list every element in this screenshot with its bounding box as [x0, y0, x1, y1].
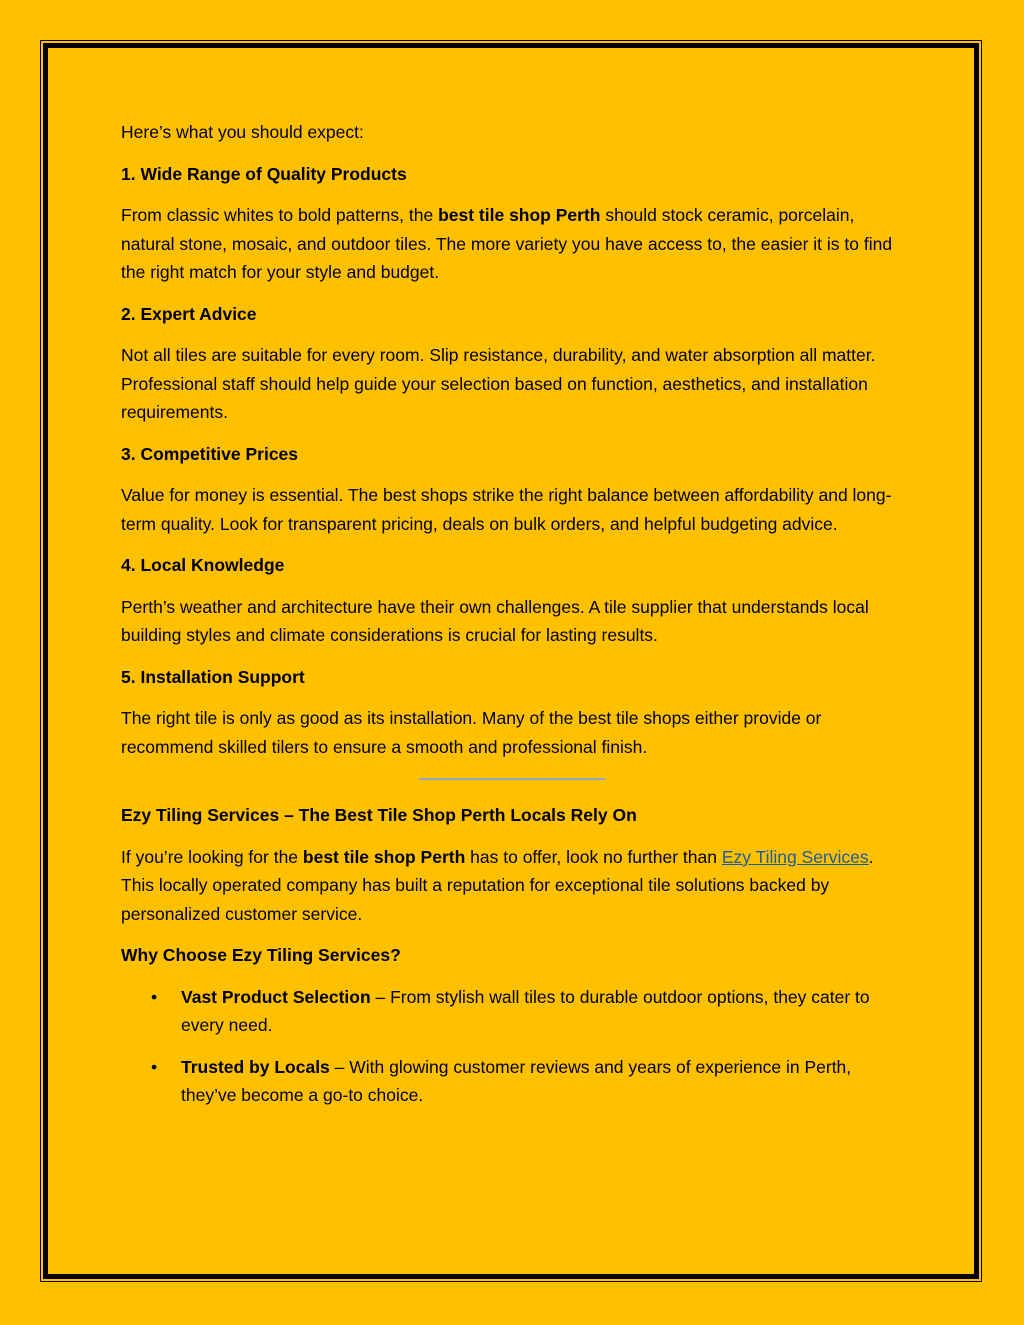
intro-text: Here’s what you should expect: [121, 122, 364, 142]
reasons-list [121, 983, 911, 1110]
ezy-paragraph: If you’re looking for the best tile shop Perth has to offer, look no further than Ezy Tiling Services. This locally operated company has built a reputation for exceptional tile solutions backed by personalized customer service. [121, 846, 874, 924]
why-choose-heading: Why Choose Ezy Tiling Services? [121, 945, 401, 965]
keyword-bold: best tile shop Perth [302, 846, 466, 867]
ezy-heading: Ezy Tiling Services – The Best Tile Shop Perth Locals Rely On [121, 805, 637, 825]
keyword-bold: best tile shop Perth [438, 205, 601, 225]
section-heading-expert-advice: 2. Expert Advice [121, 303, 257, 324]
document-body [121, 118, 911, 1123]
section-heading-installation-support: 5. Installation Support [121, 666, 305, 687]
section-heading-local-knowledge: 4. Local Knowledge [121, 555, 285, 575]
section-heading-wide-range: 1. Wide Range of Quality Products [121, 163, 407, 184]
section-divider [419, 778, 605, 780]
section-heading-competitive-prices: 3. Competitive Prices [121, 443, 299, 464]
bullet-icon: • [151, 986, 158, 1007]
list-item: • Trusted by Locals – With glowing customer reviews and years of experience in Perth, they’ve become a go-to choice. [121, 1053, 911, 1110]
section-body-installation-support: The right tile is only as good as its installation. Many of the best tile shops either provide or recommend skilled tilers to ensure a smooth and professional finish. [121, 708, 822, 757]
list-item: • Vast Product Selection – From stylish wall tiles to durable outdoor options, they cater to every need. [121, 983, 911, 1040]
ezy-tiling-services-link[interactable]: Ezy Tiling Services [721, 846, 869, 867]
section-body-local-knowledge: Perth’s weather and architecture have their own challenges. A tile supplier that understands local building styles and climate considerations is crucial for lasting results. [121, 596, 869, 645]
bullet-icon: • [151, 1056, 158, 1077]
section-body-expert-advice: Not all tiles are suitable for every room. Slip resistance, durability, and water absorption all matter. Professional staff should help guide your selection based on function, aesthetics, and installation requirements. [121, 345, 876, 422]
section-body-competitive-prices: Value for money is essential. The best shops strike the right balance between affordability and long-term quality. Look for transparent pricing, deals on bulk orders, and helpful budgeting advice. [121, 485, 892, 534]
section-body-wide-range: From classic whites to bold patterns, the best tile shop Perth should stock ceramic, porcelain, natural stone, mosaic, and outdoor tiles. The more variety you have access to, the easier it is to find the right match for your style and budget. [121, 205, 893, 282]
